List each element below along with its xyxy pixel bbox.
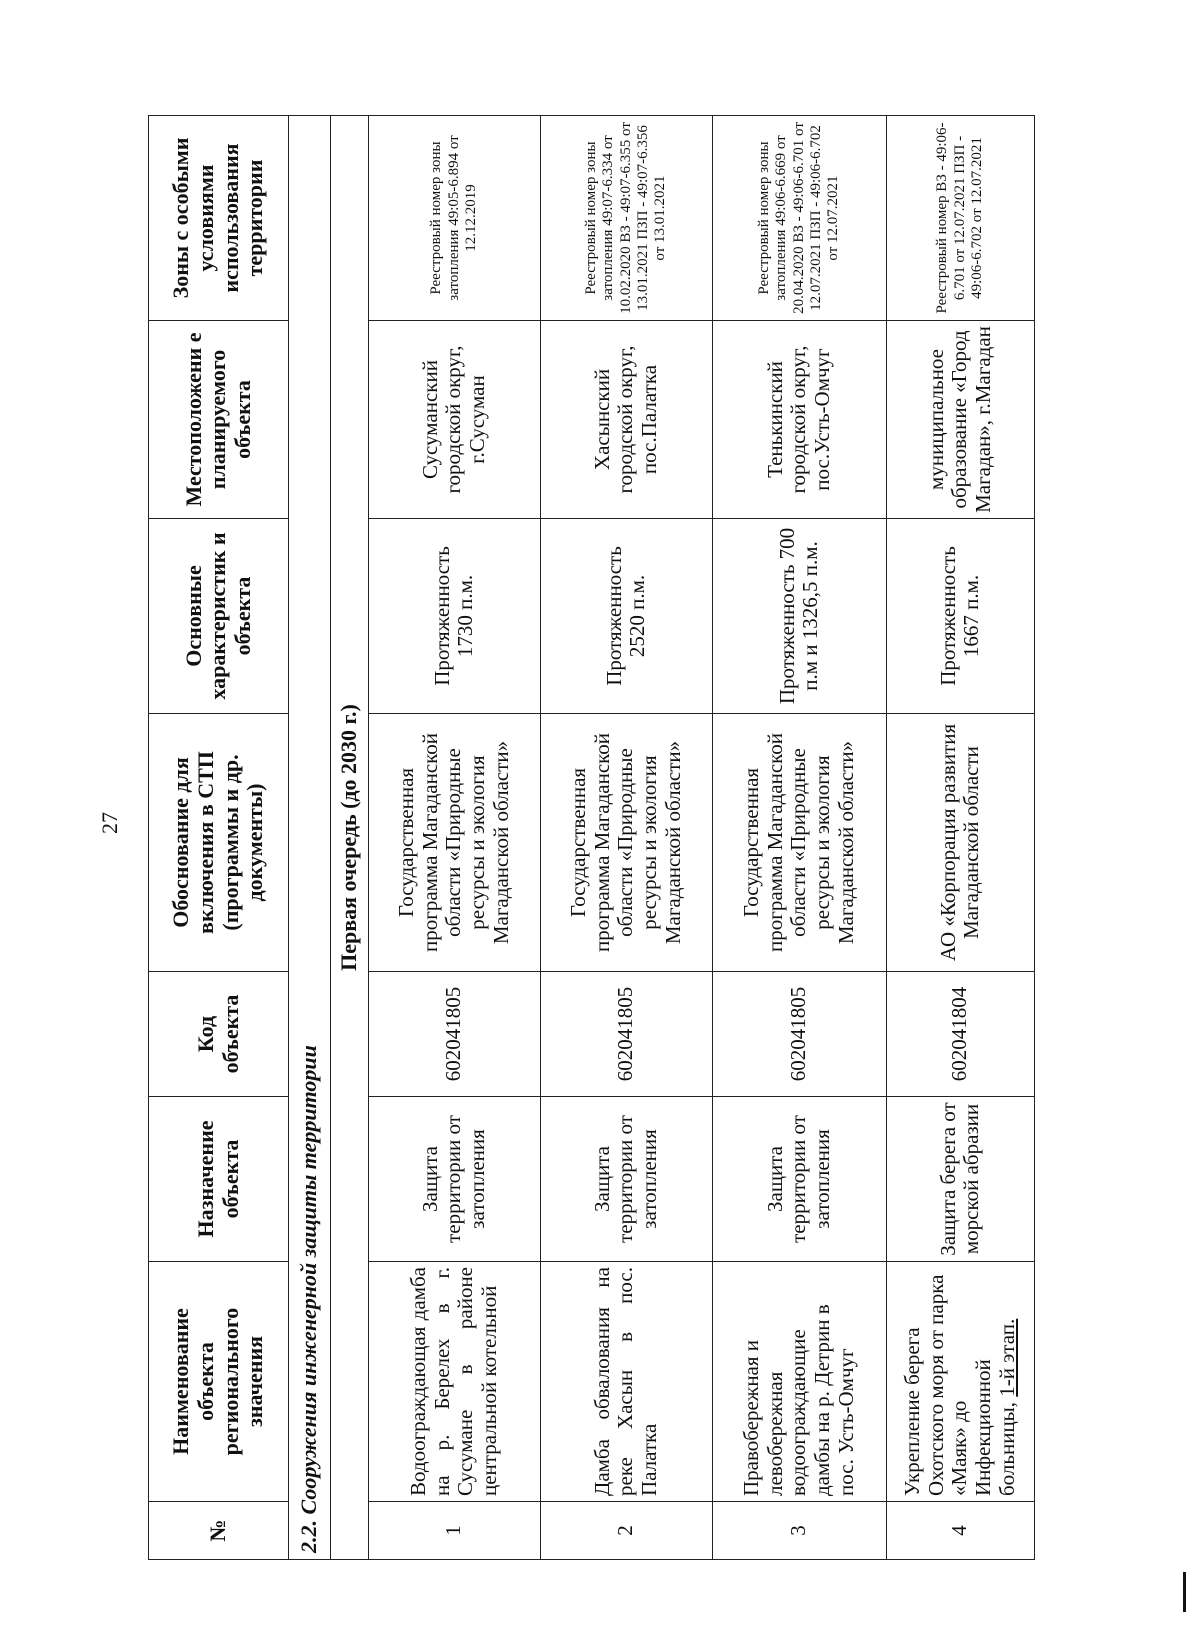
row-zones: Реестровый номер зоны затопления 49:06-6.669 от 20.04.2020 ВЗ - 49:06-6.701 от 12.07.2021 ПЗП - 49:06-6.702 от 12.07.2021: [712, 116, 886, 321]
header-location: Местоположени е планируемого объекта: [149, 321, 289, 519]
row-characteristics: Протяженность 1730 п.м.: [368, 519, 540, 714]
rotated-table-wrapper: [148, 116, 1028, 1560]
row-name: Дамба обвалования на реке Хасын в пос. Палатка: [540, 1262, 712, 1502]
header-characteristics: Основные характеристик и объекта: [149, 519, 289, 714]
row-code: 602041805: [368, 972, 540, 1097]
row-num: 3: [712, 1502, 886, 1560]
section-title: 2.2. Сооружения инженерной защиты территории: [289, 116, 331, 1560]
row-location: Сусуманский городской округ, г.Сусуман: [368, 321, 540, 519]
row-zones: Реестровый номер зоны затопления 49:07-6.334 от 10.02.2020 ВЗ - 49:07-6.355 от 13.01.2021 ПЗП - 49:07-6.356 от 13.01.2021: [540, 116, 712, 321]
margin-mark: [1183, 1572, 1186, 1612]
row-num: 4: [886, 1502, 1034, 1560]
row-location: Тенькинский городской округ, пос.Усть-Омчуг: [712, 321, 886, 519]
engineering-protection-table: [148, 115, 1035, 1560]
row-basis: Государственная программа Магаданской области «Природные ресурсы и экология Магаданской области»: [368, 714, 540, 972]
table-row: [886, 116, 1034, 1560]
header-code: Код объекта: [149, 972, 289, 1097]
table-row: [368, 116, 540, 1560]
row-num: 1: [368, 1502, 540, 1560]
row-characteristics: Протяженность 700 п.м и 1326,5 п.м.: [712, 519, 886, 714]
row-name-text: Укрепление берега Охотского моря от парка «Маяк» до Инфекционной больницы,: [899, 1274, 1019, 1496]
header-name: Наименование объекта регионального значения: [149, 1262, 289, 1502]
row-purpose: Защита территории от затопления: [540, 1097, 712, 1262]
row-basis: АО «Корпорация развития Магаданской области: [886, 714, 1034, 972]
row-zones: Реестровый номер зоны затопления 49:05-6.894 от 12.12.2019: [368, 116, 540, 321]
page-number: 27: [97, 812, 122, 834]
stage-title: Первая очередь (до 2030 г.): [330, 116, 368, 1560]
row-name: Водоограждающая дамба на р. Берелех в г. Сусумане в районе центральной котельной: [368, 1262, 540, 1502]
row-purpose: Защита территории от затопления: [712, 1097, 886, 1262]
row-basis: Государственная программа Магаданской области «Природные ресурсы и экология Магаданской области»: [540, 714, 712, 972]
table-row: [712, 116, 886, 1560]
header-zones: Зоны с особыми условиями использования территории: [149, 116, 289, 321]
table-row: [540, 116, 712, 1560]
row-purpose: Защита берега от морской абразии: [886, 1097, 1034, 1262]
row-name: [886, 1262, 1034, 1502]
row-purpose: Защита территории от затопления: [368, 1097, 540, 1262]
header-basis: Обоснование для включения в СТП (программы и др. документы): [149, 714, 289, 972]
row-basis: Государственная программа Магаданской области «Природные ресурсы и экология Магаданской области»: [712, 714, 886, 972]
row-code: 602041805: [540, 972, 712, 1097]
header-num: №: [149, 1502, 289, 1560]
row-zones: Реестровый номер ВЗ - 49:06-6.701 от 12.07.2021 ПЗП - 49:06-6.702 от 12.07.2021: [886, 116, 1034, 321]
row-name: Правобережная и левобережная водоограждающие дамбы на р. Детрин в пос. Усть-Омчуг: [712, 1262, 886, 1502]
row-characteristics: Протяженность 2520 п.м.: [540, 519, 712, 714]
row-num: 2: [540, 1502, 712, 1560]
row-location: Хасынский городской округ, пос.Палатка: [540, 321, 712, 519]
row-name-underlined: 1-й этап.: [994, 1318, 1019, 1397]
header-purpose: Назначение объекта: [149, 1097, 289, 1262]
row-code: 602041804: [886, 972, 1034, 1097]
row-characteristics: Протяженность 1667 п.м.: [886, 519, 1034, 714]
row-location: муниципальное образование «Город Магадан», г.Магадан: [886, 321, 1034, 519]
row-code: 602041805: [712, 972, 886, 1097]
